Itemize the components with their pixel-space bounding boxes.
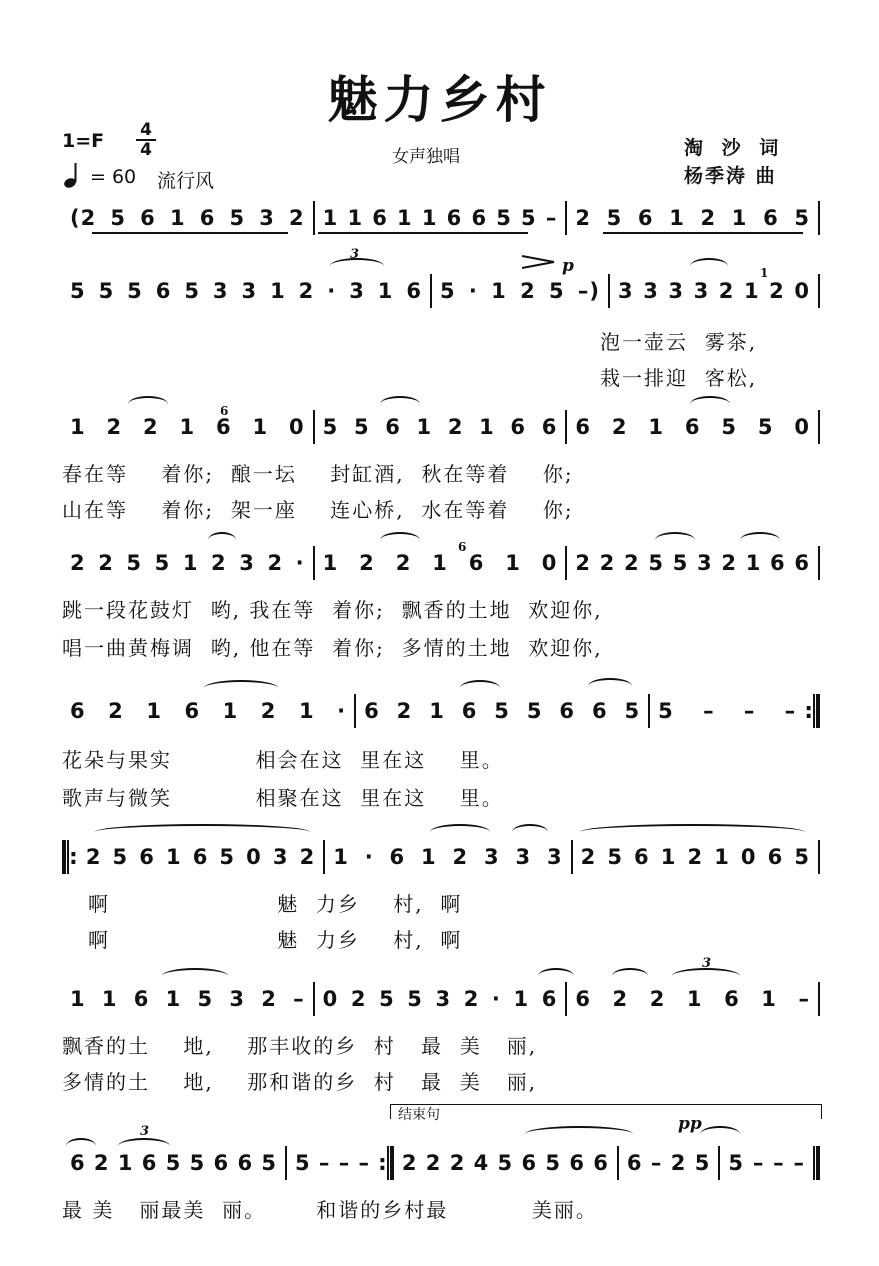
lyric-verse-2: 啊 魅 力乡 村, 啊 <box>88 928 463 952</box>
song-title: 魅力乡村 <box>327 70 552 129</box>
tempo-marking: = 60 <box>90 166 137 188</box>
repeat-end-sign: : <box>804 698 813 724</box>
slur <box>740 532 780 548</box>
measure: 5 – – – <box>658 699 797 723</box>
measure: 3 3 3 3 2 1 2 0 <box>618 279 810 303</box>
score-system-5 <box>62 696 820 736</box>
lyric-verse-1: 春在等 着你; 酿一坛 封缸酒, 秋在等着 你; <box>62 462 574 486</box>
measure: 5 5 6 1 2 1 6 6 <box>322 415 558 439</box>
accent-mark <box>520 254 556 270</box>
measure: 1 1 6 1 1 6 6 5 5 – <box>322 206 558 230</box>
lyric-verse-1: 泡一壶云 雾茶, <box>600 330 758 354</box>
slur <box>204 680 278 696</box>
lyric-verse-1: 啊 魅 力乡 村, 啊 <box>88 892 463 916</box>
measure: 2 5 6 1 6 5 0 3 2 <box>85 845 316 869</box>
slur <box>460 680 500 696</box>
measure: 6 2 1 6 5 5 6 6 5 <box>364 699 641 723</box>
lyricist-credit: 淘 沙 词 <box>684 137 785 159</box>
lyric-verse-2: 唱一曲黄梅调 哟, 他在等 着你; 多情的土地 欢迎你, <box>62 636 603 660</box>
triplet-number: 3 <box>702 956 712 971</box>
slur <box>430 824 490 840</box>
slur <box>612 968 648 984</box>
score-system-1 <box>62 203 820 243</box>
lyric-verse-2: 歌声与微笑 相聚在这 里在这 里。 <box>62 786 504 810</box>
slur <box>690 258 728 274</box>
time-signature <box>136 122 156 158</box>
repeat-start-sign: : <box>62 840 78 874</box>
slur <box>380 396 420 412</box>
ending-bracket <box>390 1104 822 1119</box>
measure: 5 – – – <box>295 1151 371 1175</box>
measure: 2 2 2 5 5 3 2 1 6 6 <box>575 551 811 575</box>
slur <box>162 968 228 984</box>
measure: 1 · 6 1 2 3 3 3 <box>333 845 563 869</box>
measure: 1 2 2 1 6 1 0 <box>70 415 305 439</box>
slur <box>512 824 548 840</box>
score-system-7 <box>62 984 820 1024</box>
lyric-verse-1: 飘香的土 地, 那丰收的乡 村 最 美 丽, <box>62 1034 538 1058</box>
slur <box>95 824 310 840</box>
slur <box>208 532 236 548</box>
measure: 6 2 1 6 1 2 1 · <box>70 699 347 723</box>
ending-label: 结束句 <box>398 1107 440 1123</box>
measure: 5 5 5 6 5 3 3 1 2 · 3 1 6 <box>70 279 422 303</box>
slur <box>538 968 574 984</box>
lyric-verse-2: 栽一排迎 客松, <box>600 366 758 390</box>
grace-note: 6 <box>220 404 229 418</box>
quarter-note-icon <box>63 161 85 189</box>
measure: 2 2 5 5 1 2 3 2 · <box>70 551 305 575</box>
performer-note: 女声独唱 <box>392 147 460 167</box>
measure: 2 5 6 1 2 1 6 5 <box>575 206 811 230</box>
slur <box>380 532 420 548</box>
composer-credit: 杨季涛 曲 <box>684 165 777 187</box>
dynamic-marking: pp <box>678 1114 702 1134</box>
measure: 6 2 1 6 5 5 0 <box>575 415 811 439</box>
score-system-6 <box>62 842 820 882</box>
score-system-4 <box>62 548 820 588</box>
key-signature: 1=F <box>62 130 105 152</box>
triplet-number: 3 <box>350 247 360 262</box>
lyric-verse-1: 花朵与果实 相会在这 里在这 里。 <box>62 748 504 772</box>
measure: 1 1 6 1 5 3 2 – <box>70 987 305 1011</box>
slur <box>655 532 695 548</box>
triplet-number: 3 <box>140 1124 150 1139</box>
slur <box>588 678 632 694</box>
time-denominator: 4 <box>140 140 152 160</box>
dynamic-marking: p <box>562 256 574 276</box>
grace-note: 6 <box>458 540 467 554</box>
slur <box>525 1126 633 1142</box>
score-system-3 <box>62 412 820 452</box>
time-numerator: 4 <box>140 120 152 140</box>
slur <box>700 1126 740 1142</box>
lyric-verse-2: 山在等 着你; 架一座 连心桥, 水在等着 你; <box>62 498 574 522</box>
lyric-verse-1: 最 美 丽最美 丽。 和谐的乡村最 美丽。 <box>62 1198 598 1222</box>
measure: 5 – – – <box>728 1151 805 1175</box>
slur <box>690 396 730 412</box>
measure: 2 2 2 4 5 6 5 6 6 <box>401 1151 609 1175</box>
repeat-end-sign: : <box>378 1150 387 1176</box>
measure: 0 2 5 5 3 2 · 1 6 <box>322 987 558 1011</box>
style-marking: 流行风 <box>157 170 215 192</box>
measure: 6 – 2 5 <box>626 1151 711 1175</box>
measure: (2 5 6 1 6 5 3 2 <box>70 206 305 230</box>
slur <box>128 396 168 412</box>
measure: 2 5 6 1 2 1 0 6 5 <box>580 845 810 869</box>
score-system-2 <box>62 276 820 316</box>
measure: 5 · 1 2 5 –) <box>440 279 600 303</box>
measure: 6 2 2 1 6 1 – <box>575 987 811 1011</box>
slur <box>580 824 805 840</box>
measure: 1 2 2 1 6 1 0 <box>322 551 558 575</box>
grace-note: 1 <box>760 266 769 280</box>
score-system-8 <box>62 1148 820 1188</box>
lyric-verse-1: 跳一段花鼓灯 哟, 我在等 着你; 飘香的土地 欢迎你, <box>62 598 603 622</box>
measure: 6 2 1 6 5 5 6 6 5 <box>70 1151 277 1175</box>
lyric-verse-2: 多情的土 地, 那和谐的乡 村 最 美 丽, <box>62 1070 538 1094</box>
